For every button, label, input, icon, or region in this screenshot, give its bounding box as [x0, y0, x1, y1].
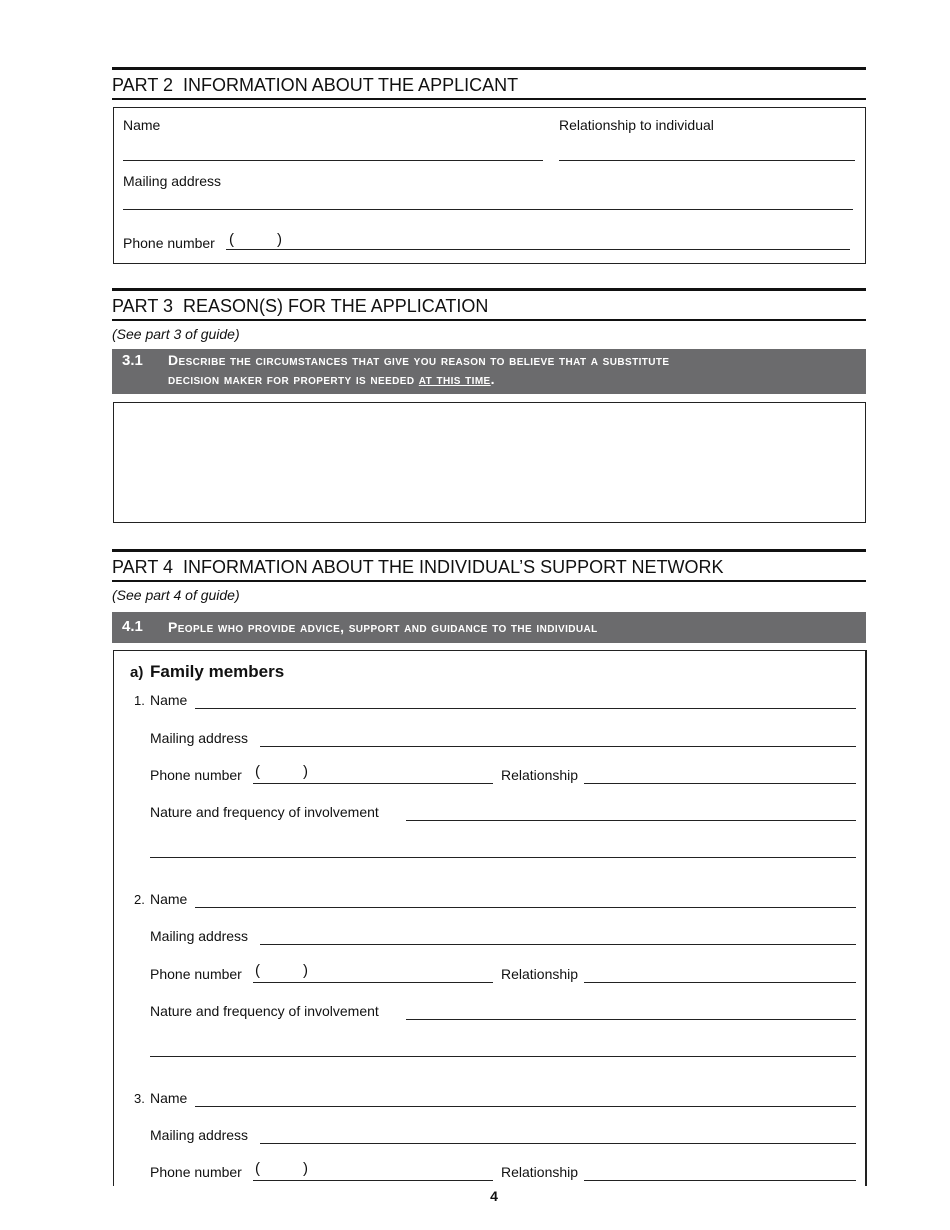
family-member-3-address-field[interactable] [260, 1143, 856, 1144]
family-member-2-phone-paren-close: ) [303, 962, 308, 979]
part4-heading [112, 556, 723, 578]
applicant-phone-label: Phone number [123, 235, 215, 251]
family-member-2-phone-paren-open: ( [255, 962, 260, 979]
applicant-phone-field[interactable] [226, 249, 850, 250]
section-4-1-number: 4.1 [122, 618, 143, 635]
applicant-info-box [113, 107, 866, 264]
family-member-3-name-field[interactable] [195, 1106, 856, 1107]
family-member-2-nature-label: Nature and frequency of involvement [150, 1003, 379, 1019]
family-member-2-number: 2. [134, 892, 145, 907]
family-member-3-name-label: Name [150, 1090, 188, 1106]
family-members-marker: a) [130, 664, 144, 681]
family-members-heading [130, 662, 284, 682]
applicant-name-label: Name [123, 117, 161, 133]
family-member-3-address-label: Mailing address [150, 1127, 249, 1143]
applicant-mailing-address-field[interactable] [123, 209, 853, 210]
applicant-phone-paren-open: ( [229, 231, 234, 248]
applicant-mailing-address-label: Mailing address [123, 173, 222, 189]
part4-guide-note: (See part 4 of guide) [112, 587, 240, 603]
family-member-1-name-field[interactable] [195, 708, 856, 709]
section-4-1-banner [112, 612, 866, 643]
section-3-1-line1: Describe the circumstances that give you reason to believe that a substitute [168, 352, 670, 368]
section-3-1-line2-emphasis: at this time [418, 371, 491, 387]
family-member-2-address-field[interactable] [260, 944, 856, 945]
section-4-1-text: People who provide advice, support and guidance to the individual [168, 619, 598, 635]
family-member-1-phone-field[interactable] [253, 783, 493, 784]
family-member-2-name-label: Name [150, 891, 188, 907]
family-member-3-phone-paren-open: ( [255, 1160, 260, 1177]
family-member-2-name-field[interactable] [195, 907, 856, 908]
family-member-2-relationship-field[interactable] [584, 982, 856, 983]
part3-bottom-rule [112, 319, 866, 321]
family-member-3-phone-paren-close: ) [303, 1160, 308, 1177]
family-member-3-relationship-label: Relationship [501, 1164, 579, 1180]
section-3-1-line2-prefix: decision maker for property is needed [168, 371, 419, 387]
applicant-phone-paren-close: ) [277, 231, 282, 248]
part3-guide-note: (See part 3 of guide) [112, 326, 240, 342]
family-member-1-phone-paren-close: ) [303, 763, 308, 780]
family-member-3-relationship-field[interactable] [584, 1180, 856, 1181]
family-member-1-phone-label: Phone number [150, 767, 242, 783]
section-3-1-banner [112, 349, 866, 394]
family-members-title: Family members [150, 662, 285, 681]
family-member-2-relationship-label: Relationship [501, 966, 579, 982]
part4-number: PART 4 [112, 557, 174, 577]
family-member-1-nature-label: Nature and frequency of involvement [150, 804, 379, 820]
applicant-relationship-field[interactable] [559, 160, 855, 161]
family-member-1-address-label: Mailing address [150, 730, 249, 746]
applicant-name-field[interactable] [123, 160, 543, 161]
family-member-2-phone-field[interactable] [253, 982, 493, 983]
family-member-1-address-field[interactable] [260, 746, 856, 747]
family-member-3-number: 3. [134, 1091, 145, 1106]
section-3-1-line2-suffix: . [490, 371, 495, 387]
family-member-1-nature-field[interactable] [406, 820, 856, 821]
part2-title: INFORMATION ABOUT THE APPLICANT [183, 75, 519, 95]
family-member-1-relationship-label: Relationship [501, 767, 579, 783]
family-member-2-nature-field-line2[interactable] [150, 1056, 856, 1057]
page-number: 4 [490, 1188, 498, 1204]
applicant-relationship-label: Relationship to individual [559, 117, 714, 133]
family-member-2-nature-field[interactable] [406, 1019, 856, 1020]
part3-title: REASON(S) FOR THE APPLICATION [183, 296, 489, 316]
part4-bottom-rule [112, 580, 866, 582]
reason-text-area[interactable] [113, 402, 866, 523]
family-member-1-name-label: Name [150, 692, 188, 708]
section-3-1-number: 3.1 [122, 352, 143, 369]
part3-top-rule [112, 288, 866, 291]
part3-heading [112, 295, 488, 317]
family-member-2-address-label: Mailing address [150, 928, 249, 944]
part2-bottom-rule [112, 98, 866, 100]
family-member-3-phone-field[interactable] [253, 1180, 493, 1181]
family-member-1-nature-field-line2[interactable] [150, 857, 856, 858]
family-member-1-number: 1. [134, 693, 145, 708]
part4-top-rule [112, 549, 866, 552]
family-member-1-relationship-field[interactable] [584, 783, 856, 784]
family-member-2-phone-label: Phone number [150, 966, 242, 982]
family-member-1-phone-paren-open: ( [255, 763, 260, 780]
part2-top-rule [112, 67, 866, 70]
part4-title: INFORMATION ABOUT THE INDIVIDUAL’S SUPPORT NETWORK [183, 557, 724, 577]
section-3-1-text [168, 351, 669, 389]
part3-number: PART 3 [112, 296, 174, 316]
part2-number: PART 2 [112, 75, 174, 95]
section-3-1-line2 [168, 370, 669, 389]
family-member-3-phone-label: Phone number [150, 1164, 242, 1180]
part2-heading [112, 74, 518, 96]
